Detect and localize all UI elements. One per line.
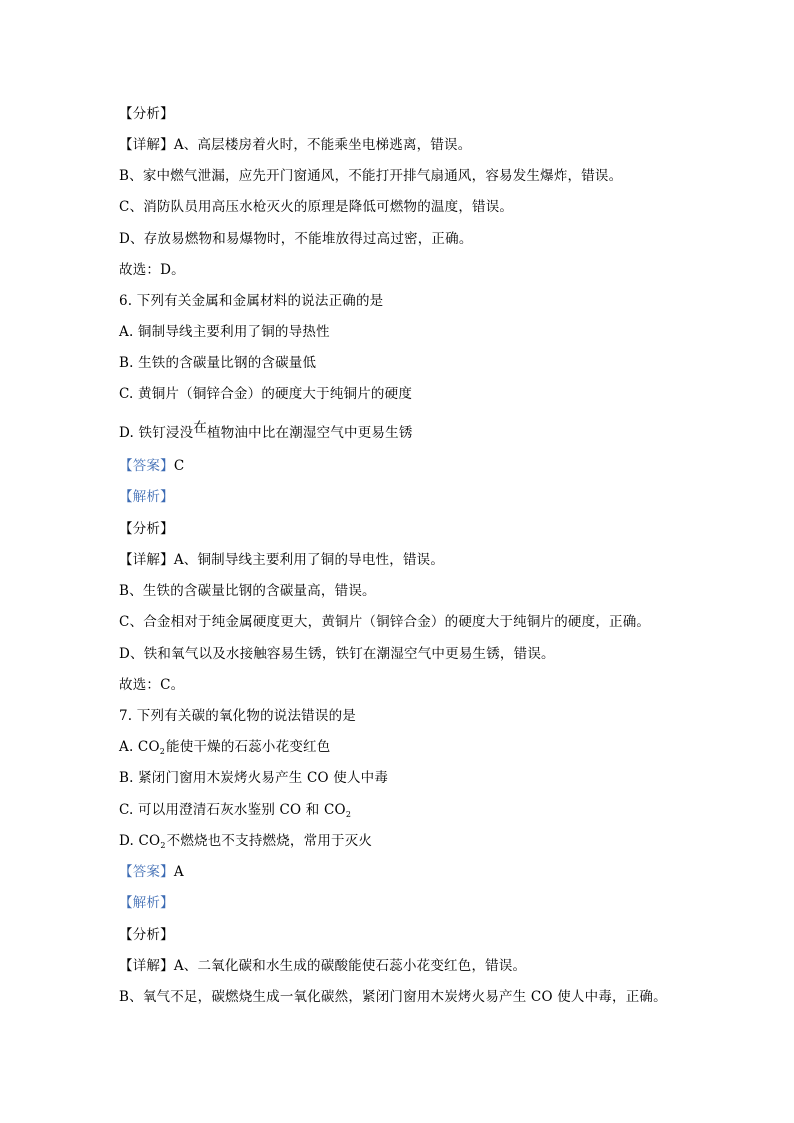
analysis-heading	[119, 105, 174, 123]
question-6-title: 6. 下列有关金属和金属材料的说法正确的是	[119, 293, 384, 309]
explanation-line: B、生铁的含碳量比钢的含碳量高，错误。	[119, 583, 376, 599]
detail-tag: 【详解】	[119, 552, 174, 568]
detail-text: A、二氧化碳和水生成的碳酸能使石蕊小花变红色，错误。	[173, 958, 527, 974]
answer-value: C	[173, 458, 185, 474]
explanation-line: D、铁和氧气以及水接触容易生锈，铁钉在潮湿空气中更易生锈，错误。	[119, 646, 555, 662]
option-d-raised: 在	[193, 420, 208, 436]
question-7-option-d	[119, 832, 372, 852]
option-c-part1: C. 可以用澄清石灰水鉴别 CO 和 CO	[119, 802, 346, 818]
question-6-option-d	[119, 420, 413, 442]
answer-tag: 【答案】	[119, 864, 174, 880]
explanation-line: D、存放易燃物和易爆物时，不能堆放得过高过密，正确。	[119, 231, 473, 247]
question-6-explain-heading	[119, 488, 174, 506]
option-d-part1: D. 铁钉浸没	[119, 425, 194, 441]
question-7-option-c	[119, 801, 352, 821]
detail-tag: 【详解】	[119, 958, 174, 974]
subscript: 2	[345, 810, 352, 819]
explanation-line: C、合金相对于纯金属硬度更大，黄铜片（铜锌合金）的硬度大于纯铜片的硬度，正确。	[119, 614, 651, 630]
choice-line: 故选：C。	[119, 677, 185, 693]
explanation-line: B、家中燃气泄漏，应先开门窗通风，不能打开排气扇通风，容易发生爆炸，错误。	[119, 168, 623, 184]
answer-value: A	[173, 864, 184, 880]
analysis-tag: 【分析】	[119, 521, 174, 537]
choice-line: 故选：D。	[119, 262, 185, 278]
option-d-part2: 不燃烧也不支持燃烧，常用于灭火	[166, 833, 373, 849]
option-d-part2: 植物油中比在潮湿空气中更易生锈	[207, 425, 413, 441]
subscript: 2	[160, 841, 166, 850]
question-6-option-b: B. 生铁的含碳量比钢的含碳量低	[119, 355, 317, 371]
detail-text: A、铜制导线主要利用了铜的导电性，错误。	[173, 552, 445, 568]
question-7-option-b: B. 紧闭门窗用木炭烤火易产生 CO 使人中毒	[119, 770, 389, 786]
question-7-title: 7. 下列有关碳的氧化物的说法错误的是	[119, 708, 356, 724]
question-7-answer	[119, 863, 184, 881]
question-7-option-a	[119, 738, 330, 758]
question-6-answer	[119, 457, 184, 475]
option-d-part1: D. CO	[119, 833, 161, 849]
option-a-part1: A. CO	[119, 739, 160, 755]
detail-tag: 【详解】	[119, 137, 174, 153]
analysis-tag: 【分析】	[119, 927, 174, 943]
question-6-option-c: C. 黄铜片（铜锌合金）的硬度大于纯铜片的硬度	[119, 386, 413, 402]
detail-line	[119, 136, 471, 154]
question-6-analysis-heading	[119, 520, 174, 538]
analysis-tag: 【分析】	[119, 106, 174, 122]
question-7-detail	[119, 957, 526, 975]
explain-tag: 【解析】	[119, 489, 174, 505]
subscript: 2	[159, 747, 166, 756]
question-6-detail	[119, 551, 444, 569]
question-7-explain-heading	[119, 894, 174, 912]
detail-text: A、高层楼房着火时，不能乘坐电梯逃离，错误。	[173, 137, 472, 153]
explain-tag: 【解析】	[119, 895, 174, 911]
option-a-part2: 能使干燥的石蕊小花变红色	[166, 739, 331, 755]
explanation-line: C、消防队员用高压水枪灭火的原理是降低可燃物的温度，错误。	[119, 199, 514, 215]
question-7-analysis-heading	[119, 926, 174, 944]
question-6-option-a: A. 铜制导线主要利用了铜的导热性	[119, 324, 330, 340]
answer-tag: 【答案】	[119, 458, 174, 474]
explanation-line: B、氧气不足，碳燃烧生成一氧化碳然，紧闭门窗用木炭烤火易产生 CO 使人中毒，正确。	[119, 989, 667, 1005]
